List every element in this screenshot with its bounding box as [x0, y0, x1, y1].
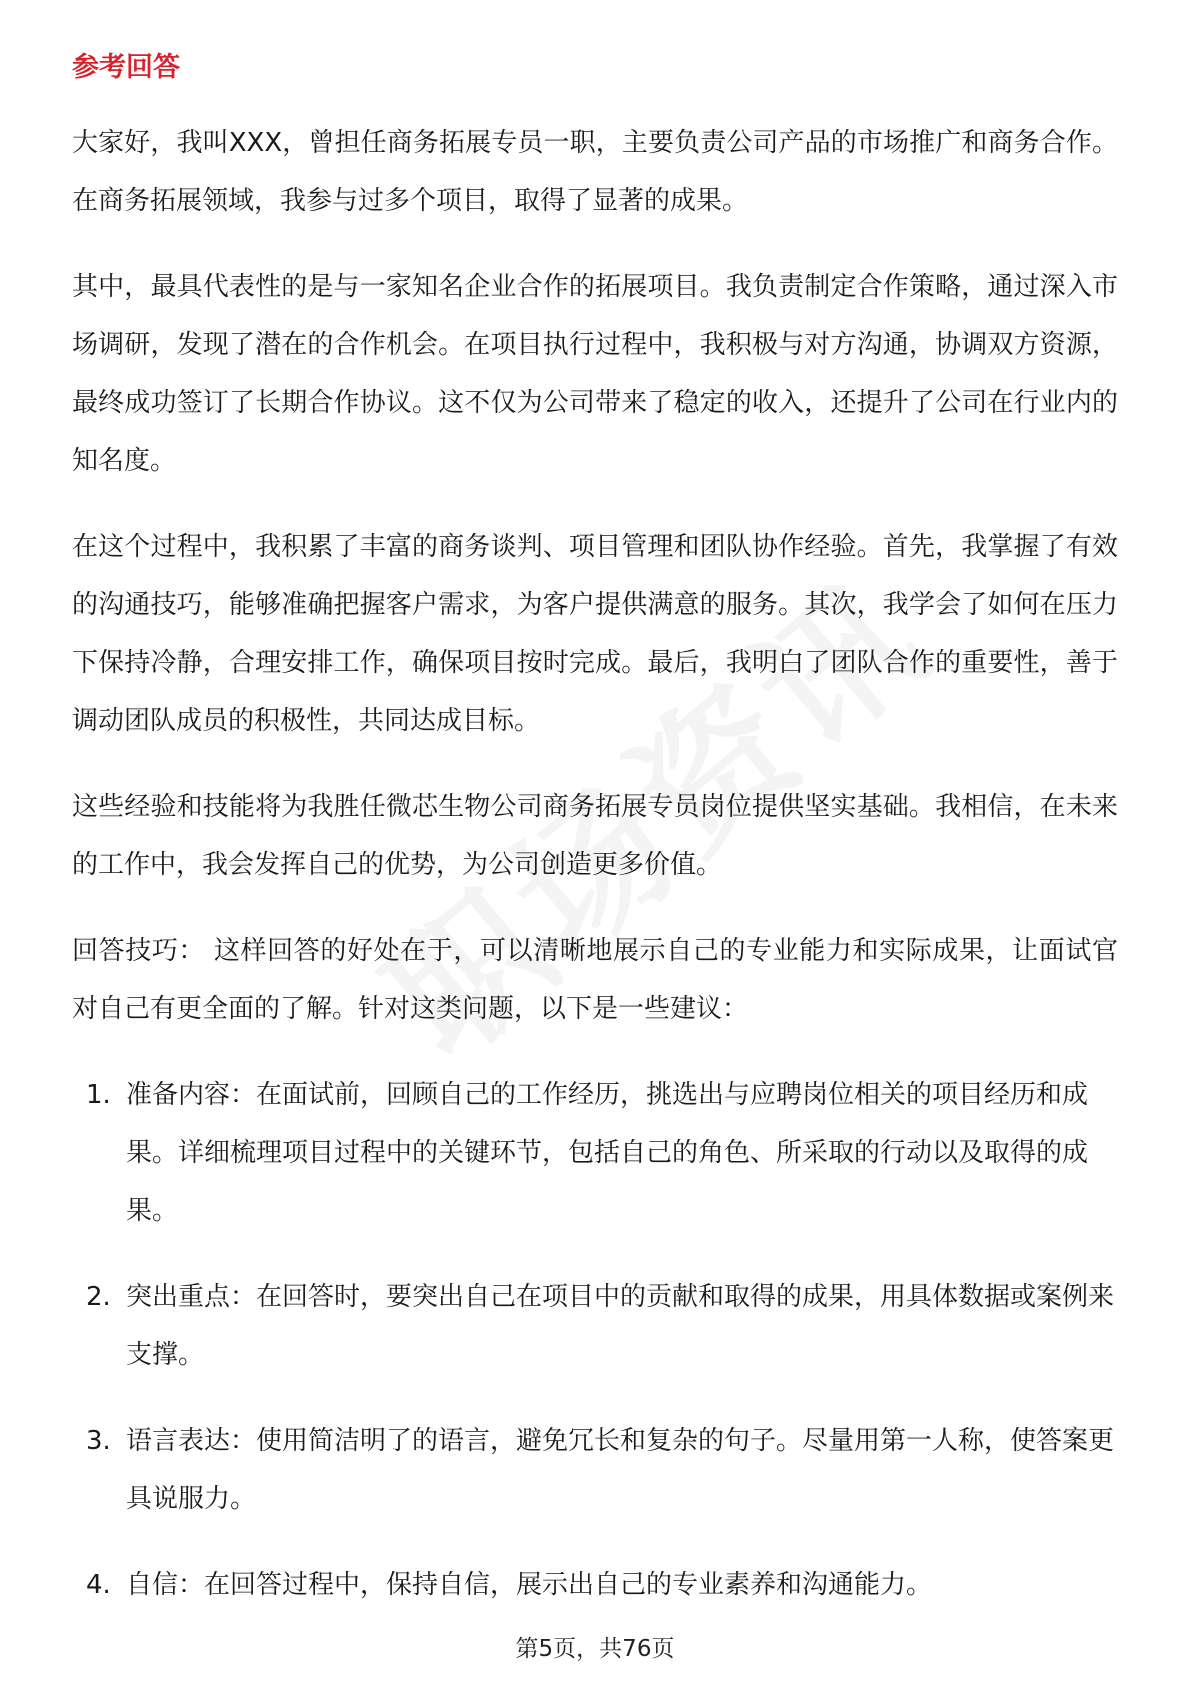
paragraph-project: 其中，最具代表性的是与一家知名企业合作的拓展项目。我负责制定合作策略，通过深入市场调研，发现了潜在的合作机会。在项目执行过程中，我积极与对方沟通，协调双方资源，最终成功签订了长期合作协议。这不仅为公司带来了稳定的收入，还提升了公司在行业内的知名度。	[72, 272, 1118, 476]
list-item-text: 自信：在回答过程中，保持自信，展示出自己的专业素养和沟通能力。	[126, 1570, 933, 1600]
list-item	[72, 1066, 1118, 1240]
paragraph-intro: 大家好，我叫XXX，曾担任商务拓展专员一职，主要负责公司产品的市场推广和商务合作。在商务拓展领域，我参与过多个项目，取得了显著的成果。	[72, 128, 1118, 216]
list-item-text: 突出重点：在回答时，要突出自己在项目中的贡献和取得的成果，用具体数据或案例来支撑。	[126, 1282, 1115, 1370]
list-item	[72, 1412, 1118, 1528]
tips-list	[72, 1066, 1118, 1614]
list-item-number: 4.	[86, 1570, 111, 1600]
list-item	[72, 1556, 1118, 1614]
page-number-footer: 第5页，共76页	[515, 1636, 675, 1662]
list-item-number: 2.	[86, 1282, 111, 1312]
paragraph-tips-intro: 回答技巧： 这样回答的好处在于，可以清晰地展示自己的专业能力和实际成果，让面试官对自己有更全面的了解。针对这类问题，以下是一些建议：	[72, 936, 1118, 1024]
paragraph-conclusion: 这些经验和技能将为我胜任微芯生物公司商务拓展专员岗位提供坚实基础。我相信，在未来的工作中，我会发挥自己的优势，为公司创造更多价值。	[72, 792, 1118, 880]
paragraph-experience: 在这个过程中，我积累了丰富的商务谈判、项目管理和团队协作经验。首先，我掌握了有效的沟通技巧，能够准确把握客户需求，为客户提供满意的服务。其次，我学会了如何在压力下保持冷静，合理安排工作，确保项目按时完成。最后，我明白了团队合作的重要性，善于调动团队成员的积极性，共同达成目标。	[72, 532, 1118, 736]
list-item-number: 1.	[86, 1080, 111, 1110]
list-item-number: 3.	[86, 1426, 111, 1456]
list-item-text: 准备内容：在面试前，回顾自己的工作经历，挑选出与应聘岗位相关的项目经历和成果。详细梳理项目过程中的关键环节，包括自己的角色、所采取的行动以及取得的成果。	[126, 1080, 1089, 1226]
list-item-text: 语言表达：使用简洁明了的语言，避免冗长和复杂的句子。尽量用第一人称，使答案更具说服力。	[126, 1426, 1115, 1514]
list-item	[72, 1268, 1118, 1384]
section-heading: 参考回答	[72, 52, 180, 83]
